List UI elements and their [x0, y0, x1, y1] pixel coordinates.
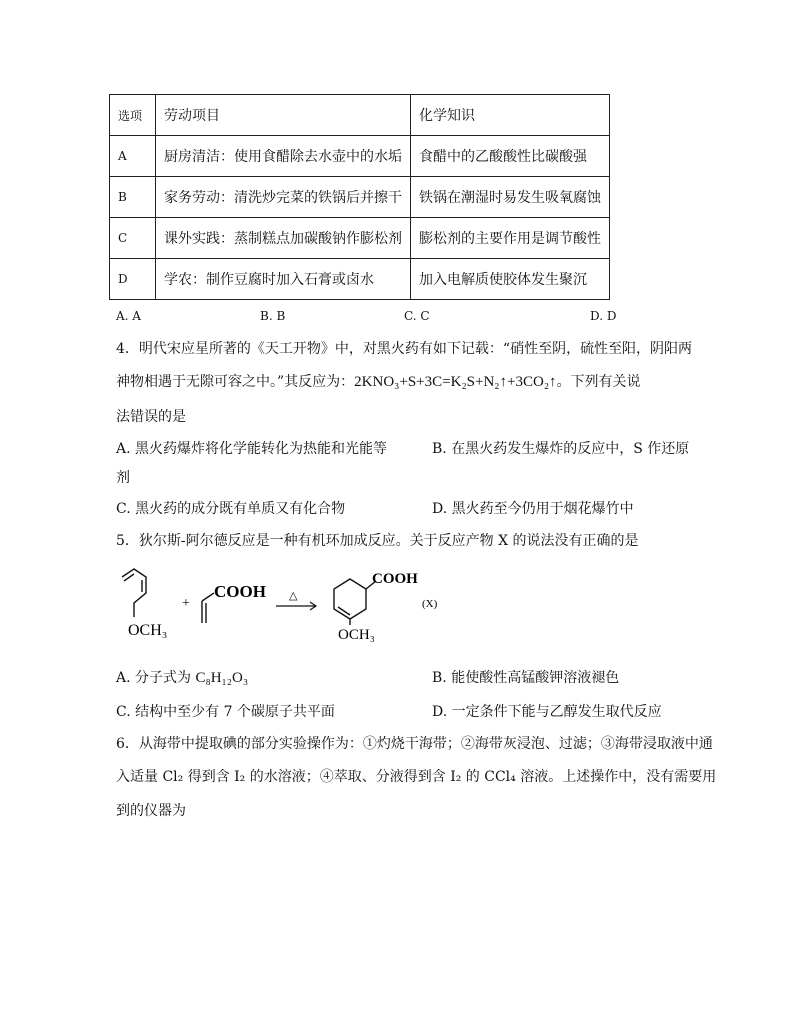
acrylic-acid-structure [202, 593, 214, 623]
diene-structure [122, 569, 146, 617]
table-header-cell: 劳动项目 [156, 95, 411, 136]
q4-stem-line1: 4．明代宋应星所著的《天工开物》中，对黑火药有如下记载：“硝性至阴，硫性至阳，阴阳两 [116, 341, 693, 357]
q5-formula: C₈H₁₂O₃ [195, 670, 249, 686]
q5-stem: 5．狄尔斯-阿尔德反应是一种有机环加成反应。关于反应产物 X 的说法没有正确的是 [116, 533, 639, 549]
q3-choice-c: C. C [404, 309, 430, 323]
heat-symbol: △ [289, 590, 298, 602]
table-cell: 厨房清洁：使用食醋除去水壶中的水垢 [156, 136, 411, 177]
q5-option-c: C. 结构中至少有 7 个碳原子共平面 [116, 704, 335, 720]
q6-stem-line1: 6．从海带中提取碘的部分实验操作为：①灼烧干海带；②海带灰浸泡、过滤；③海带浸取液中通 [116, 736, 713, 752]
table-cell: 加入电解质使胶体发生聚沉 [411, 259, 610, 300]
table-header-cell: 化学知识 [411, 95, 610, 136]
q4-stem-tail: 。下列有关说 [556, 374, 641, 390]
q4-option-a: A. 黑火药爆炸将化学能转化为热能和光能等 [116, 441, 388, 457]
q4-stem-text: 神物相遇于无隙可容之中。”其反应为： [116, 374, 355, 390]
product-name-label: (X) [422, 598, 438, 610]
options-table [109, 94, 610, 300]
q5-option-d: D. 一定条件下能与乙醇发生取代反应 [432, 704, 662, 720]
table-cell: B [110, 177, 156, 218]
table-cell: A [110, 136, 156, 177]
table-cell: D [110, 259, 156, 300]
plus-sign: + [182, 596, 190, 611]
table-cell: 食醋中的乙酸酸性比碳酸强 [411, 136, 610, 177]
table-header-cell: 选项 [110, 95, 156, 136]
acrylic-acid-cooh-label: COOH [214, 582, 266, 601]
q6-stem-line2: 入适量 Cl₂ 得到含 I₂ 的水溶液；④萃取、分液得到含 I₂ 的 CCl₄ 溶液。上述操作中，没有需要用 [116, 769, 717, 785]
q4-option-b: B. 在黑火药发生爆炸的反应中，S 作还原 [432, 441, 690, 457]
table-row [110, 218, 610, 259]
q4-option-c: C. 黑火药的成分既有单质又有化合物 [116, 501, 346, 517]
table-cell: 学农：制作豆腐时加入石膏或卤水 [156, 259, 411, 300]
q4-stem-line3: 法错误的是 [116, 409, 186, 425]
q6-stem-line3: 到的仪器为 [116, 803, 186, 819]
product-structure [334, 579, 376, 625]
table-cell: 家务劳动：清洗炒完菜的铁锅后并擦干 [156, 177, 411, 218]
q5-option-a-text: A. 分子式为 [116, 670, 196, 686]
diels-alder-scheme [110, 565, 450, 655]
q3-choice-a: A. A [116, 309, 141, 323]
q4-stem-line2 [116, 371, 641, 391]
table-cell: 铁锅在潮湿时易发生吸氧腐蚀 [411, 177, 610, 218]
table-cell: 膨松剂的主要作用是调节酸性 [411, 218, 610, 259]
table-cell: 课外实践：蒸制糕点加碳酸钠作膨松剂 [156, 218, 411, 259]
q4-equation: 2KNO₃+S+3C=K₂S+N₂↑+3CO₂↑ [354, 374, 557, 390]
q4-option-b-cont: 剂 [116, 470, 130, 486]
table-row [110, 259, 610, 300]
table-header-row [110, 95, 610, 136]
q4-option-d: D. 黑火药至今仍用于烟花爆竹中 [432, 501, 634, 517]
q3-choice-d: D. D [590, 309, 617, 323]
table-row [110, 136, 610, 177]
diene-och3-label: OCH₃ [128, 622, 168, 639]
q3-choice-b: B. B [260, 309, 286, 323]
product-cooh-label: COOH [372, 571, 418, 587]
table-cell: C [110, 218, 156, 259]
product-och3-label: OCH₃ [338, 627, 375, 643]
q5-option-b: B. 能使酸性高锰酸钾溶液褪色 [432, 670, 620, 686]
q5-option-a [116, 667, 248, 687]
table-row [110, 177, 610, 218]
